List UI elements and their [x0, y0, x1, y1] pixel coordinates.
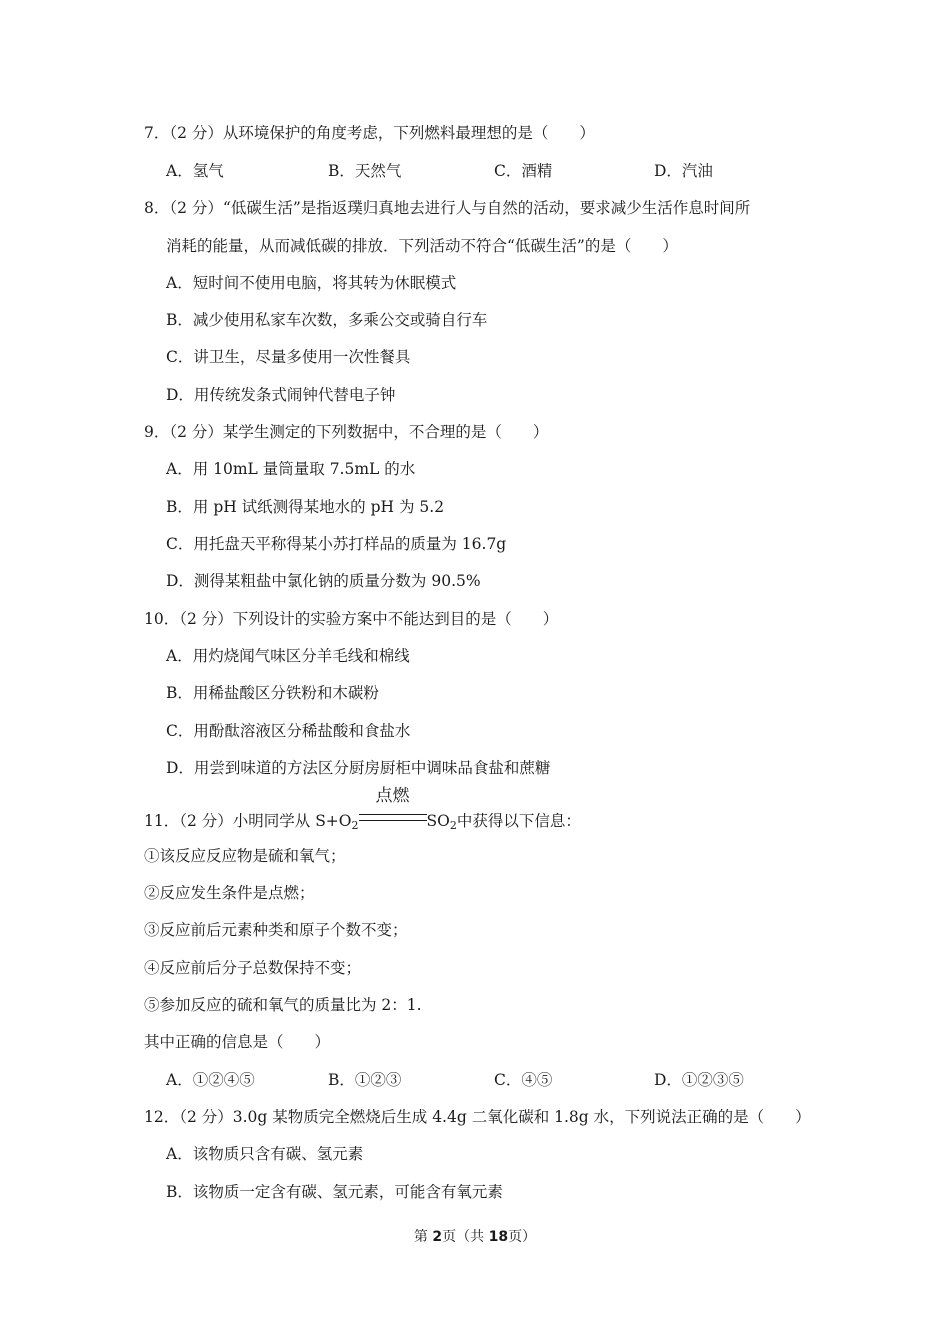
q11-suffix: 中获得以下信息： [456, 812, 581, 830]
q7-option-d: D．汽油 [654, 162, 713, 180]
footer-page-number: 2 [432, 1229, 443, 1245]
q8-option-b: B．减少使用私家车次数，多乘公交或骑自行车 [166, 311, 488, 329]
footer-pre: 第 [413, 1229, 433, 1245]
q11-product-subscript: 2 [449, 819, 457, 832]
reaction-condition: 点燃 [375, 786, 410, 806]
q10-option-d: D．用尝到味道的方法区分厨房厨柜中调味品食盐和蔗糖 [166, 759, 551, 777]
footer-total-pages: 18 [488, 1229, 509, 1245]
q11-statement-4: ④反应前后分子总数保持不变； [144, 959, 362, 977]
q7-option-b: B．天然气 [328, 162, 402, 180]
reaction-arrow [359, 786, 427, 826]
q11-option-d: D．①②③⑤ [654, 1071, 744, 1089]
q12-option-b: B．该物质一定含有碳、氢元素，可能含有氧元素 [166, 1183, 503, 1201]
q8-stem-line1: 8．（2 分）“低碳生活”是指返璞归真地去进行人与自然的活动，要求减少生活作息时间所 [144, 199, 751, 217]
q9-option-d: D．测得某粗盐中氯化钠的质量分数为 90.5% [166, 572, 481, 590]
q11-prefix: 11．（2 分）小明同学从 S+O [144, 812, 352, 830]
q11-option-a: A．①②④⑤ [166, 1071, 255, 1089]
q9-option-c: C．用托盘天平称得某小苏打样品的质量为 16.7g [166, 535, 507, 553]
q10-option-b: B．用稀盐酸区分铁粉和木碳粉 [166, 684, 379, 702]
footer-post: 页） [508, 1229, 537, 1245]
double-bar-icon [359, 814, 427, 821]
q11-option-c: C．④⑤ [494, 1071, 553, 1089]
q9-option-b: B．用 pH 试纸测得某地水的 pH 为 5.2 [166, 498, 445, 516]
q11-statement-3: ③反应前后元素种类和原子个数不变； [144, 921, 408, 939]
q11-option-b: B．①②③ [328, 1071, 402, 1089]
q7-stem: 7．（2 分）从环境保护的角度考虑，下列燃料最理想的是（ ） [144, 124, 595, 142]
q8-option-d: D．用传统发条式闹钟代替电子钟 [166, 386, 396, 404]
q11-statement-5: ⑤参加反应的硫和氧气的质量比为 2：1. [144, 996, 422, 1014]
q11-statement-1: ①该反应反应物是硫和氧气； [144, 847, 346, 865]
q9-stem: 9．（2 分）某学生测定的下列数据中，不合理的是（ ） [144, 423, 549, 441]
q11-o2-subscript: 2 [351, 819, 359, 832]
page-footer [0, 1228, 950, 1246]
q7-option-a: A．氢气 [166, 162, 224, 180]
q10-stem: 10．（2 分）下列设计的实验方案中不能达到目的是（ ） [144, 610, 559, 628]
q12-stem: 12．（2 分）3.0g 某物质完全燃烧后生成 4.4g 二氧化碳和 1.8g 水，下列说法正确的是（ ） [144, 1108, 811, 1126]
q7-option-c: C．酒精 [494, 162, 553, 180]
q11-stem [144, 786, 581, 836]
q8-stem-line2: 消耗的能量，从而减低碳的排放．下列活动不符合“低碳生活”的是（ ） [166, 237, 678, 255]
q11-question: 其中正确的信息是（ ） [144, 1033, 331, 1051]
q8-option-c: C．讲卫生，尽量多使用一次性餐具 [166, 348, 411, 366]
q8-option-a: A．短时间不使用电脑，将其转为休眠模式 [166, 274, 457, 292]
footer-mid: 页（共 [442, 1229, 489, 1245]
q12-option-a: A．该物质只含有碳、氢元素 [166, 1145, 364, 1163]
q10-option-c: C．用酚酞溶液区分稀盐酸和食盐水 [166, 722, 411, 740]
q11-product: SO [426, 812, 450, 830]
q10-option-a: A．用灼烧闻气味区分羊毛线和棉线 [166, 647, 410, 665]
q9-option-a: A．用 10mL 量筒量取 7.5mL 的水 [166, 460, 416, 478]
q11-statement-2: ②反应发生条件是点燃； [144, 884, 315, 902]
